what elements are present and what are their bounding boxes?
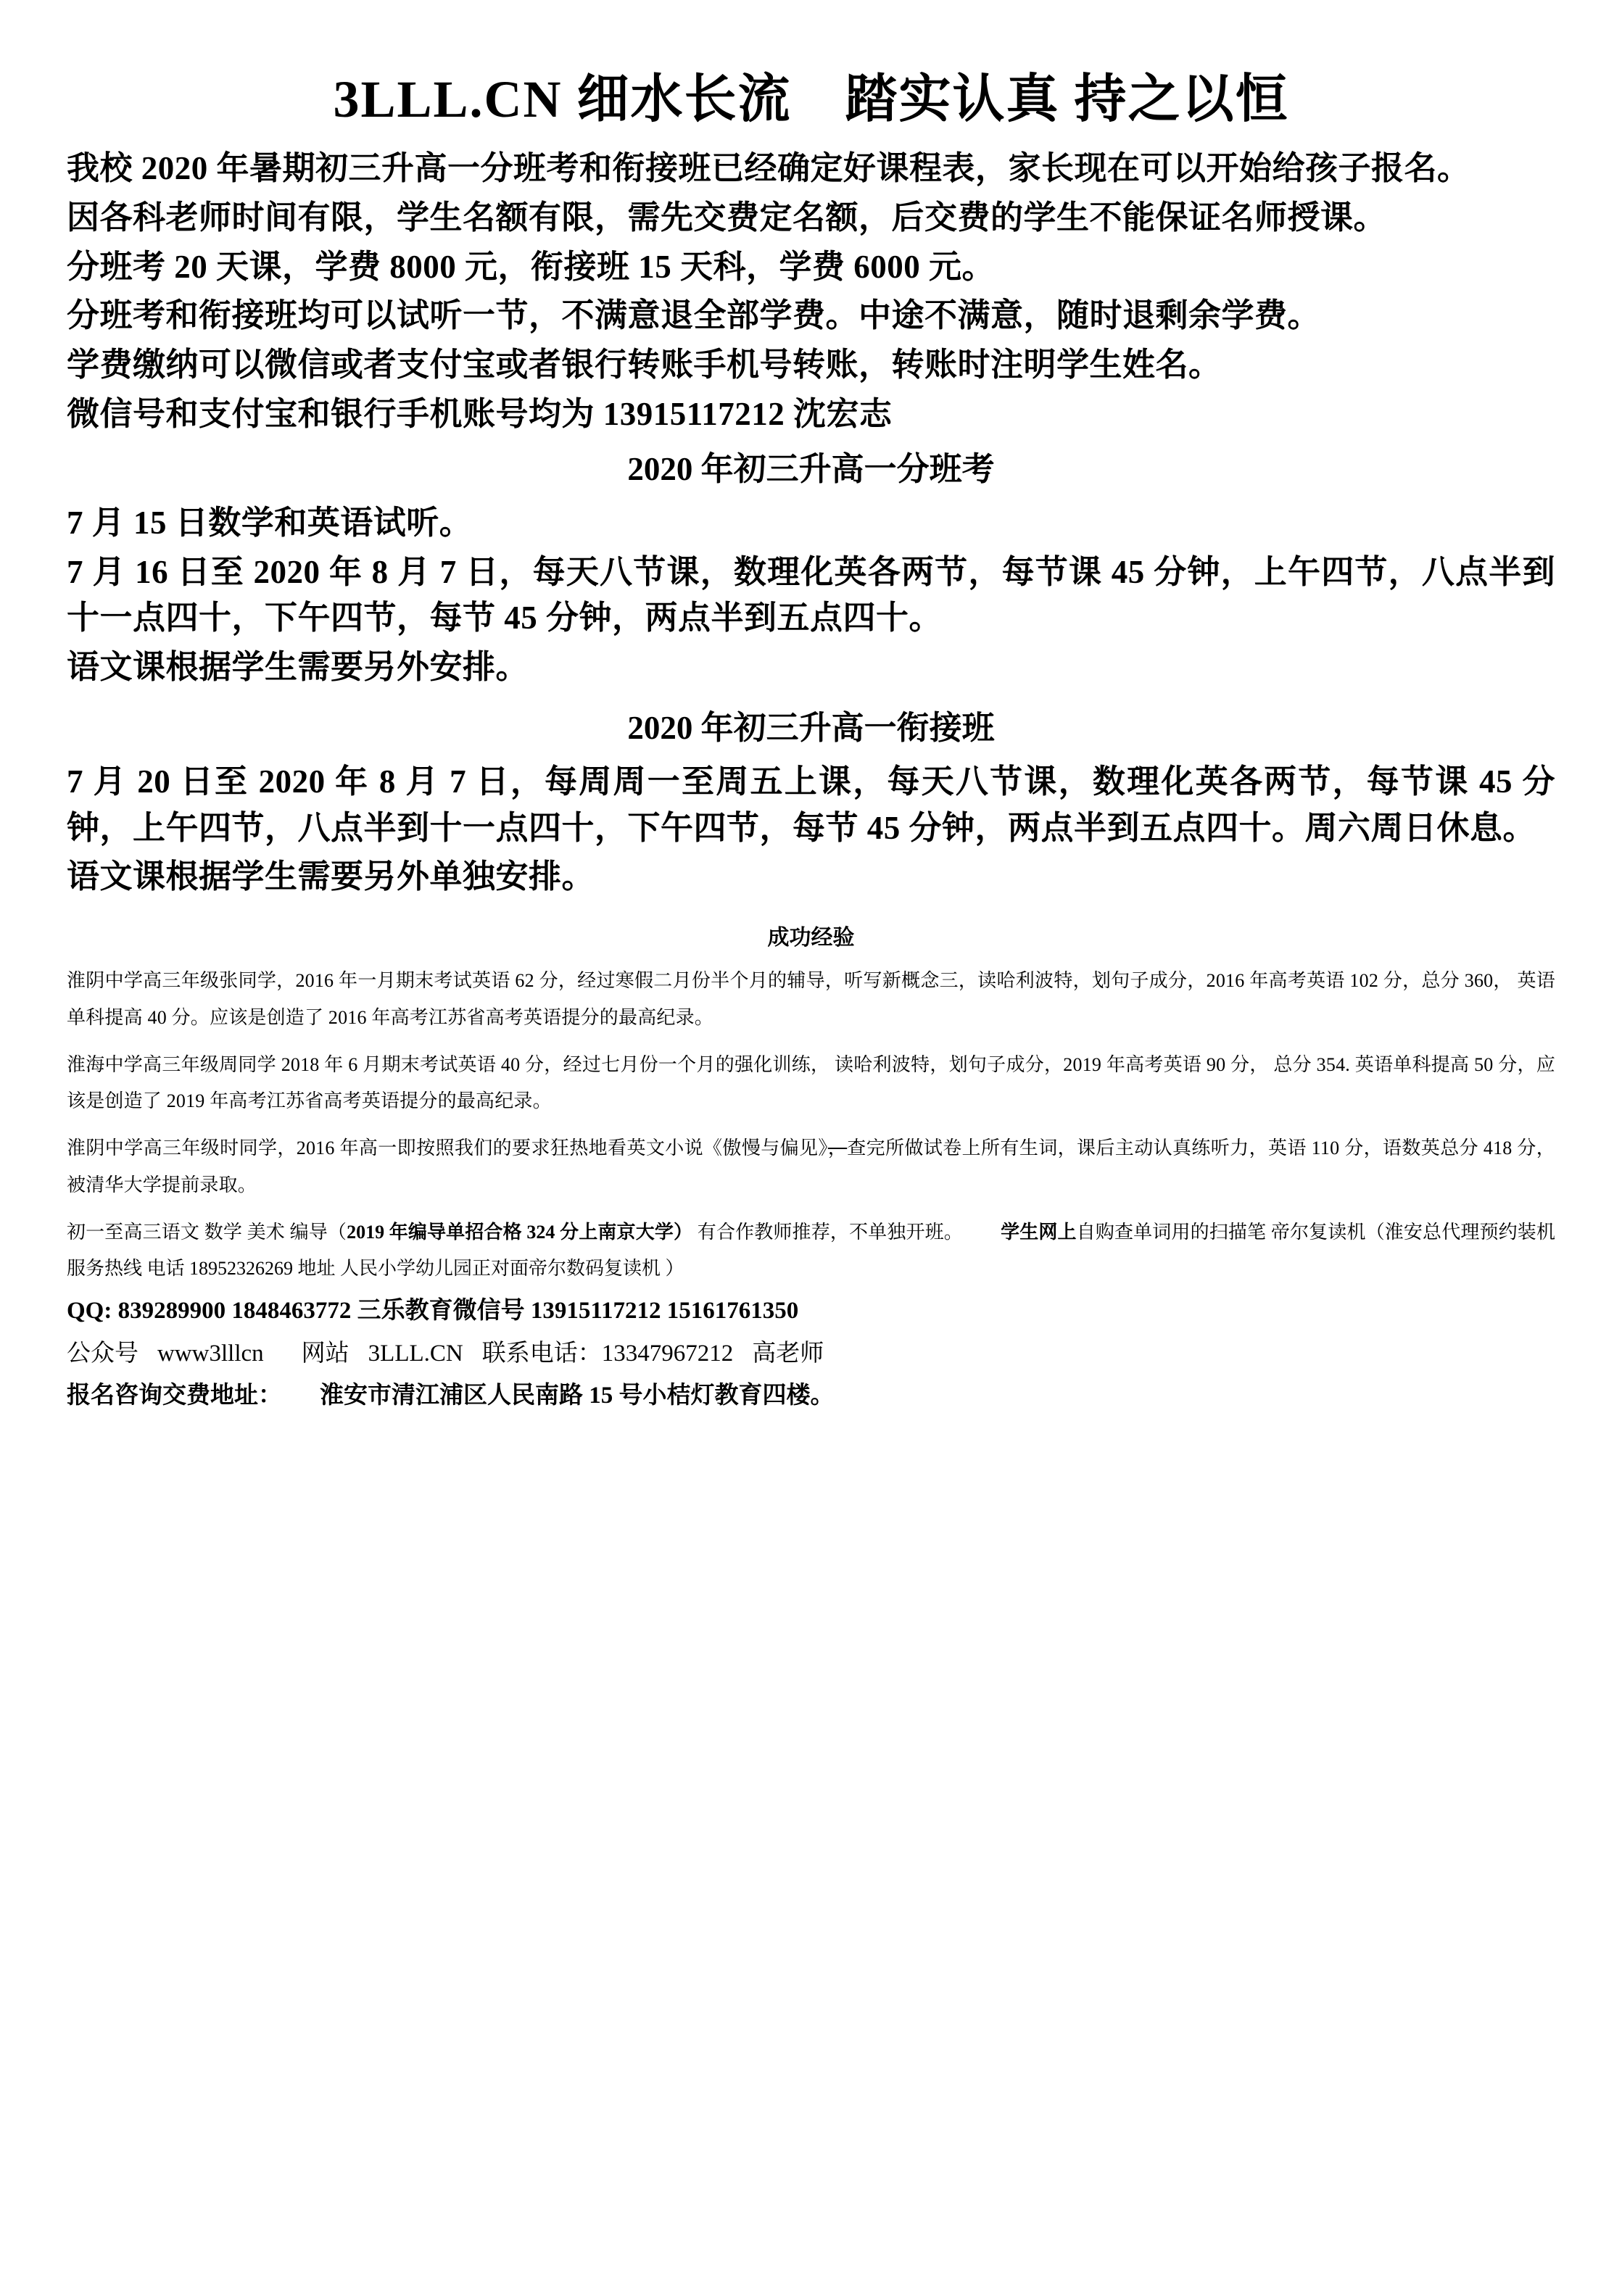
teacher-name: 高老师 [752, 1340, 824, 1367]
success-story-3 [67, 1130, 1555, 1203]
bridging-class-line-2: 语文课根据学生需要另外单独安排。 [67, 858, 595, 895]
intro-paragraph-3: 分班考 20 天课，学费 8000 元，衔接班 15 天科，学费 6000 元。 [67, 248, 996, 285]
placement-exam-line-1: 7 月 15 日数学和英语试听。 [67, 504, 473, 541]
scanner-line-bold: 学生网上 [1000, 1221, 1077, 1243]
placement-exam-line-2: 7 月 16 日至 2020 年 8 月 7 日，每天八节课，数理化英各两节，每节课 45 分钟，上午四节，八点半到十一点四十，下午四节，每节 45 分钟，两点半到五点四十。 [67, 553, 1555, 637]
address-label: 报名咨询交费地址： [67, 1383, 282, 1409]
intro-paragraph-2: 因各科老师时间有限，学生名额有限，需先交费定名额，后交费的学生不能保证名师授课。 [67, 199, 1387, 236]
accounts-line [67, 1335, 1555, 1373]
phone-label: 联系电话： [481, 1340, 602, 1367]
subjects-line-bold: 2019 年编导单招合格 324 分上南京大学） [347, 1221, 693, 1243]
success-story-3-post: 查完所做试卷上所有生词，课后主动认真练听力，英语 110 分，语数英总分 418 分，被清华大学提前录取。 [67, 1137, 1555, 1195]
success-story-2: 淮海中学高三年级周同学 2018 年 6 月期末考试英语 40 分，经过七月份一个月的强化训练， 读哈利波特，划句子成分，2019 年高考英语 90 分， 总分 354. 英语单科提高 50 分，应该是创造了 2019 年高考江苏省高考英语提分的最高纪录。 [67, 1053, 1555, 1112]
subjects-line-plain: 初一至高三语文 数学 美术 编导（ [67, 1221, 347, 1243]
address-value: 淮安市清江浦区人民南路 15 号小桔灯教育四楼。 [320, 1383, 835, 1409]
intro-paragraph-1: 我校 2020 年暑期初三升高一分班考和衔接班已经确定好课程表，家长现在可以开始给孩子报名。 [67, 149, 1470, 186]
website-value[interactable]: 3LLL.CN [368, 1340, 463, 1367]
website-label: 网站 [301, 1340, 349, 1367]
intro-paragraph-5: 学费缴纳可以微信或者支付宝或者银行转账手机号转账，转账时注明学生姓名。 [67, 347, 1222, 384]
bridging-class-line-1: 7 月 20 日至 2020 年 8 月 7 日，每周周一至周五上课，每天八节课，数理化英各两节，每节课 45 分钟，上午四节，八点半到十一点四十，下午四节，每节 45 分钟，两点半到五点四十。周六周日休息。 [67, 763, 1555, 846]
intro-paragraph-4: 分班考和衔接班均可以试听一节，不满意退全部学费。中途不满意，随时退剩余学费。 [67, 297, 1321, 334]
qq-and-wechat-line: QQ: 839289900 1848463772 三乐教育微信号 13915117212 15161761350 [67, 1297, 799, 1324]
success-story-3-strikethrough: ， [827, 1137, 848, 1159]
payment-account-line: 微信号和支付宝和银行手机账号均为 13915117212 沈宏志 [67, 396, 893, 433]
scanner-line-rest: 自购查单词用的扫描笔 帝尔复读机（淮安总代理预约装机服务热线 电话 18952326269 地址 人民小学幼儿园正对面帝尔数码复读机 ） [67, 1221, 1555, 1280]
phone-value[interactable]: 13347967212 [601, 1340, 734, 1367]
page-title: 3LLL.CN 细水长流 踏实认真 持之以恒 [333, 70, 1289, 128]
section-heading-success-stories: 成功经验 [767, 926, 855, 950]
address-line [67, 1377, 1555, 1415]
success-story-3-pre: 淮阴中学高三年级时同学，2016 年高一即按照我们的要求狂热地看英文小说《傲慢与偏见》 [67, 1137, 828, 1159]
success-story-1: 淮阴中学高三年级张同学，2016 年一月期末考试英语 62 分，经过寒假二月份半个月的辅导，听写新概念三，读哈利波特，划句子成分，2016 年高考英语 102 分，总分 360， 英语单科提高 40 分。应该是创造了 2016 年高考江苏省高考英语提分的最高纪录。 [67, 970, 1555, 1029]
section-heading-bridging-class: 2020 年初三升高一衔接班 [627, 710, 995, 747]
subjects-line [67, 1214, 1555, 1288]
section-heading-placement-exam: 2020 年初三升高一分班考 [627, 451, 995, 488]
subjects-line-tail: 有合作教师推荐，不单独开班。 [692, 1221, 963, 1243]
public-account-label: 公众号 [67, 1340, 138, 1367]
public-account-value[interactable]: www3lllcn [157, 1340, 264, 1367]
placement-exam-line-3: 语文课根据学生需要另外安排。 [67, 649, 529, 686]
